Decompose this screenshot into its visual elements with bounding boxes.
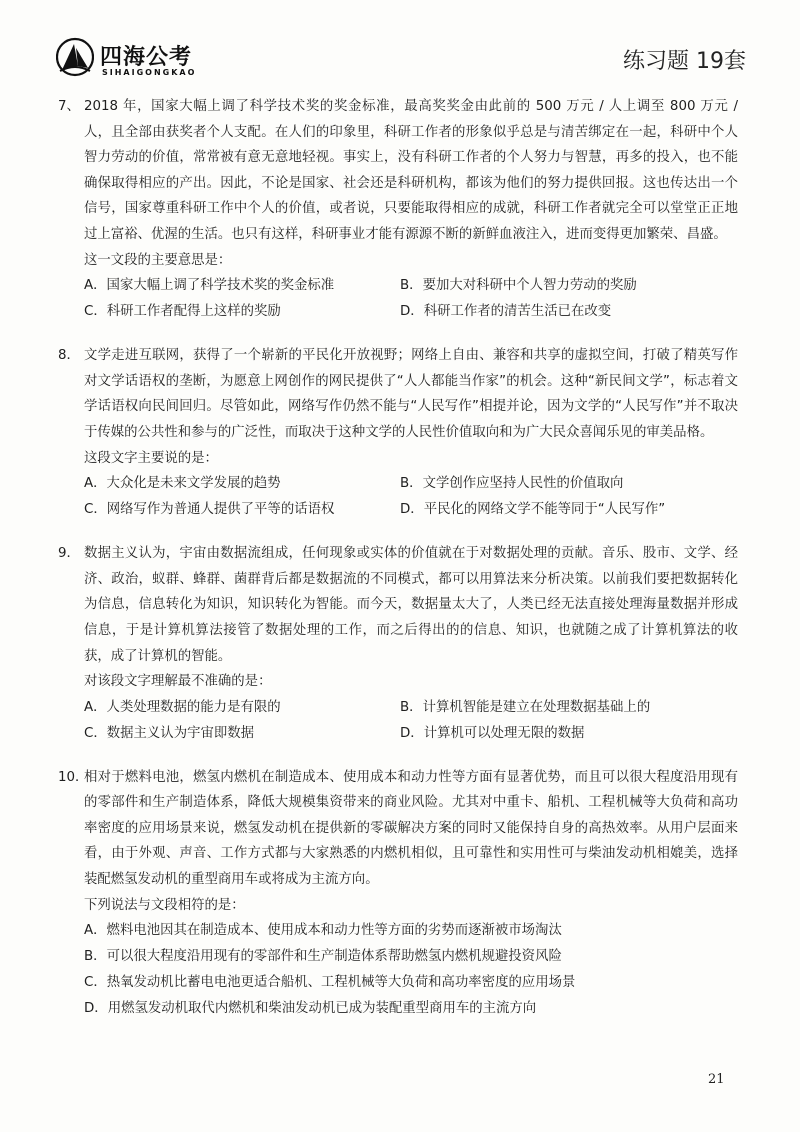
stem-text: 2018 年，国家大幅上调了科学技术奖的奖金标准，最高奖奖金由此前的 500 万元 / 人上调至 800 万元 / 人，且全部由获奖者个人支配。在人们的印象里，科研工作者的形象似乎总是与清苦绑定在一起，科研中个人智力劳动的价值，常常被有意无意地轻视。事实上，没有科研工作者的个人努力与智慧，再多的投入，也不能确保取得相应的产出。因此，不论是国家、社会还是科研机构，都该为他们的努力提供回报。这也传达出一个信号，国家尊重科研工作中个人的价值，或者说，只要能取得相应的成就，科研工作者就完全可以堂堂正正地过上富裕、优渥的生活。也只有这样，科研事业才能有源源不断的新鲜血液注入，进而变得更加繁荣、昌盛。: [84, 99, 738, 242]
question-list: [58, 94, 738, 1040]
question-number: 8．: [58, 348, 80, 364]
stem-text: 文学走进互联网，获得了一个崭新的平民化开放视野；网络上自由、兼容和共享的虚拟空间，打破了精英写作对文学话语权的垄断，为愿意上网创作的网民提供了“人人都能当作家”的机会。这种“新民间文学”，标志着文学话语权向民间回归。尽管如此，网络写作仍然不能与“人民写作”相提并论，因为文学的“人民写作”并不取决于传媒的公共性和参与的广泛性，而取决于这种文学的人民性价值取向和为广大民众喜闻乐见的审美品格。: [84, 348, 738, 440]
question-number: 7、: [58, 99, 80, 114]
option-b[interactable]: B．计算机智能是建立在处理数据基础上的: [400, 699, 651, 715]
page-header: [56, 30, 746, 85]
question-8: [58, 343, 738, 523]
stem-text: 相对于燃料电池，燃氢内燃机在制造成本、使用成本和动力性等方面有显著优势，而且可以很大程度沿用现有的零部件和生产制造体系，降低大规模集资带来的商业风险。尤其对中重卡、船机、工程机械等大负荷和高功率密度的应用场景来说，燃氢发动机在提供新的零碳解决方案的同时又能保持自身的高热效率。从用户层面来看，由于外观、声音、工作方式都与大家熟悉的内燃机相似，且可靠性和实用性可与柴油发动机相媲美，选择装配燃氢发动机的重型商用车或将成为主流方向。: [84, 769, 738, 888]
question-stem: [58, 765, 738, 893]
option-a[interactable]: A．国家大幅上调了科学技术奖的奖金标准: [84, 278, 335, 294]
options: [58, 273, 738, 325]
question-10: [58, 765, 738, 1023]
question-prompt: 这一文段的主要意思是：: [84, 252, 232, 268]
option-c[interactable]: C．热氧发动机比蓄电电池更适合船机、工程机械等大负荷和高功率密度的应用场景: [84, 975, 576, 991]
option-b[interactable]: B．文学创作应坚持人民性的价值取向: [400, 476, 624, 492]
question-prompt: 对该段文字理解最不准确的是：: [84, 674, 272, 690]
options: [58, 695, 738, 747]
set-title: 练习题 19套: [623, 49, 746, 74]
question-prompt: 下列说法与文段相符的是：: [84, 897, 245, 913]
logo-text: 四海公考: [100, 45, 193, 70]
option-d[interactable]: D．平民化的网络文学不能等同于“人民写作”: [400, 502, 666, 518]
option-c[interactable]: C．科研工作者配得上这样的奖励: [84, 304, 281, 320]
question-prompt: 这段文字主要说的是：: [84, 450, 218, 466]
option-d[interactable]: D．计算机可以处理无限的数据: [400, 725, 585, 741]
sihai-logo-icon: [56, 36, 94, 78]
option-c[interactable]: C．数据主义认为宇宙即数据: [84, 725, 255, 741]
options: [58, 471, 738, 523]
option-c[interactable]: C．网络写作为普通人提供了平等的话语权: [84, 502, 335, 518]
logo-subtext: SIHAIGONGKAO: [102, 68, 197, 77]
option-b[interactable]: B．可以很大程度沿用现有的零部件和生产制造体系帮助燃氢内燃机规避投资风险: [84, 949, 562, 965]
question-stem: [58, 541, 738, 669]
option-a[interactable]: A．燃料电池因其在制造成本、使用成本和动力性等方面的劣势而逐渐被市场淘汰: [84, 923, 562, 939]
question-stem: [58, 94, 738, 248]
question-7: [58, 94, 738, 325]
option-a[interactable]: A．大众化是未来文学发展的趋势: [84, 476, 281, 492]
option-d[interactable]: D．科研工作者的清苦生活已在改变: [400, 304, 612, 320]
stem-text: 数据主义认为，宇宙由数据流组成，任何现象或实体的价值就在于对数据处理的贡献。音乐、股市、文学、经济、政治，蚁群、蜂群、菌群背后都是数据流的不同模式，都可以用算法来分析决策。以前我们要把数据转化为信息，信息转化为知识，知识转化为智能。而今天，数据量太大了，人类已经无法直接处理海量数据并形成信息，于是计算机算法接管了数据处理的工作，而之后得出的的信息、知识，也就随之成了计算机算法的收获，成了计算机的智能。: [84, 546, 738, 664]
question-number: 9．: [58, 546, 80, 562]
option-d[interactable]: D．用燃氢发动机取代内燃机和柴油发动机已成为装配重型商用车的主流方向: [84, 1001, 537, 1017]
option-a[interactable]: A．人类处理数据的能力是有限的: [84, 699, 281, 715]
option-b[interactable]: B．要加大对科研中个人智力劳动的奖励: [400, 278, 637, 294]
question-9: [58, 541, 738, 747]
options: [58, 918, 738, 1022]
page-number: 21: [708, 1072, 725, 1087]
question-number: 10．: [58, 769, 89, 785]
question-stem: [58, 343, 738, 445]
